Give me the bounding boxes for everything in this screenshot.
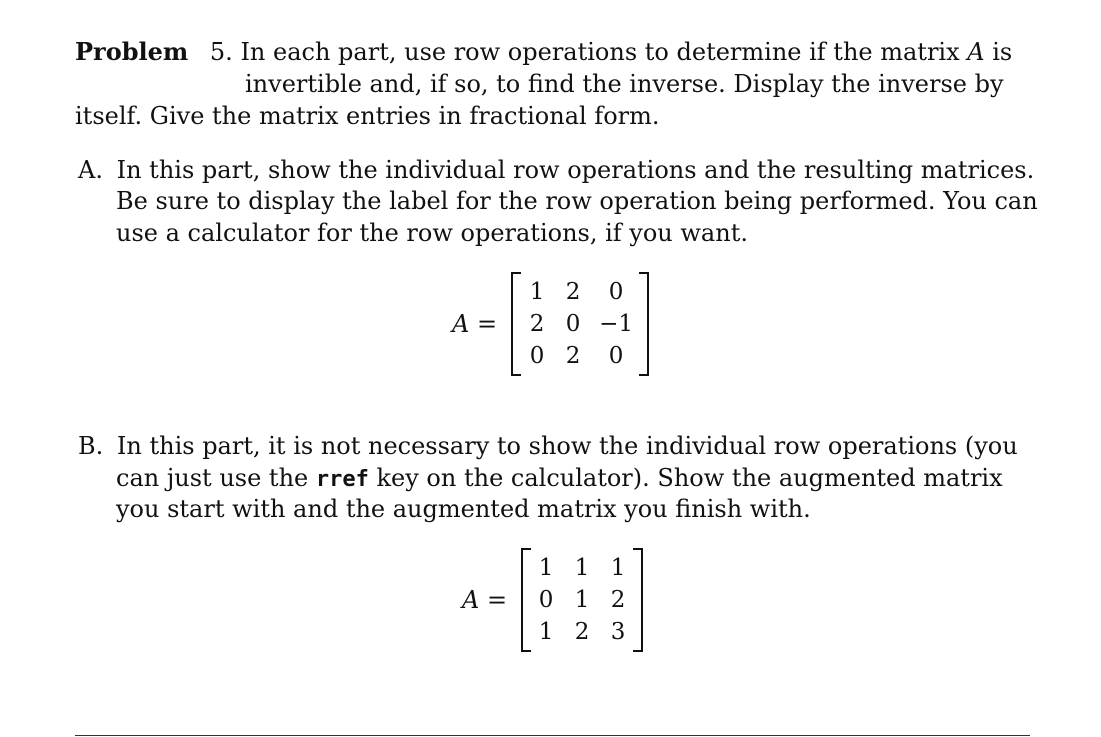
problem-label: Problem bbox=[75, 37, 189, 66]
matrix-cell: 2 bbox=[565, 279, 581, 305]
part-b-line-3: you start with and the augmented matrix you finish with. bbox=[116, 495, 811, 523]
part-a-label: A. bbox=[78, 156, 103, 184]
problem-statement-line-2: invertible and, if so, to find the inverse. Display the inverse by bbox=[245, 70, 1004, 98]
rref-key-label: rref bbox=[315, 467, 369, 492]
matrix-cell: 1 bbox=[529, 279, 545, 305]
problem-text-line-1-end: is bbox=[992, 38, 1013, 66]
part-b-matrix bbox=[521, 548, 643, 652]
bottom-divider bbox=[75, 735, 1030, 736]
matrix-cell: 1 bbox=[538, 619, 554, 645]
part-b-line-1 bbox=[78, 432, 1018, 460]
matrix-cell: 2 bbox=[565, 343, 581, 369]
part-a-matrix bbox=[511, 272, 649, 376]
matrix-cell: 0 bbox=[608, 279, 624, 305]
matrix-cell: 2 bbox=[574, 619, 590, 645]
part-a-matrix-label: A = bbox=[452, 310, 498, 338]
part-b-matrix-label: A = bbox=[462, 586, 508, 614]
matrix-cell: 1 bbox=[538, 555, 554, 581]
matrix-cell: −1 bbox=[599, 311, 634, 337]
part-b-text-2-pre: can just use the bbox=[116, 464, 309, 492]
part-a-matrix-equation bbox=[452, 272, 649, 376]
matrix-cell: 0 bbox=[608, 343, 624, 369]
matrix-cell: 3 bbox=[610, 619, 626, 645]
part-b-matrix-equation bbox=[462, 548, 643, 652]
part-b-label: B. bbox=[78, 432, 104, 460]
matrix-cell: 1 bbox=[574, 555, 590, 581]
matrix-cell: 0 bbox=[538, 587, 554, 613]
part-a-line-1 bbox=[78, 156, 1034, 184]
part-a-text-1: In this part, show the individual row operations and the resulting matrices. bbox=[116, 156, 1035, 184]
part-b-line-2 bbox=[116, 464, 1003, 494]
matrix-cell: 0 bbox=[529, 343, 545, 369]
problem-text-line-1: In each part, use row operations to determine if the matrix bbox=[240, 38, 960, 66]
matrix-cell: 2 bbox=[529, 311, 545, 337]
problem-statement-line-1 bbox=[75, 38, 1012, 66]
matrix-cell: 0 bbox=[565, 311, 581, 337]
matrix-cell: 2 bbox=[610, 587, 626, 613]
matrix-cell: 1 bbox=[574, 587, 590, 613]
part-a-line-2: Be sure to display the label for the row operation being performed. You can bbox=[116, 187, 1038, 215]
problem-number: 5. bbox=[209, 38, 233, 66]
problem-statement-line-3: itself. Give the matrix entries in fractional form. bbox=[75, 102, 660, 130]
matrix-cell: 1 bbox=[610, 555, 626, 581]
matrix-variable: A bbox=[967, 38, 985, 66]
part-b-text-1: In this part, it is not necessary to show the individual row operations (you bbox=[116, 432, 1018, 460]
part-b-text-2-post: key on the calculator). Show the augmented matrix bbox=[376, 464, 1003, 492]
part-a-line-3: use a calculator for the row operations, if you want. bbox=[116, 219, 748, 247]
